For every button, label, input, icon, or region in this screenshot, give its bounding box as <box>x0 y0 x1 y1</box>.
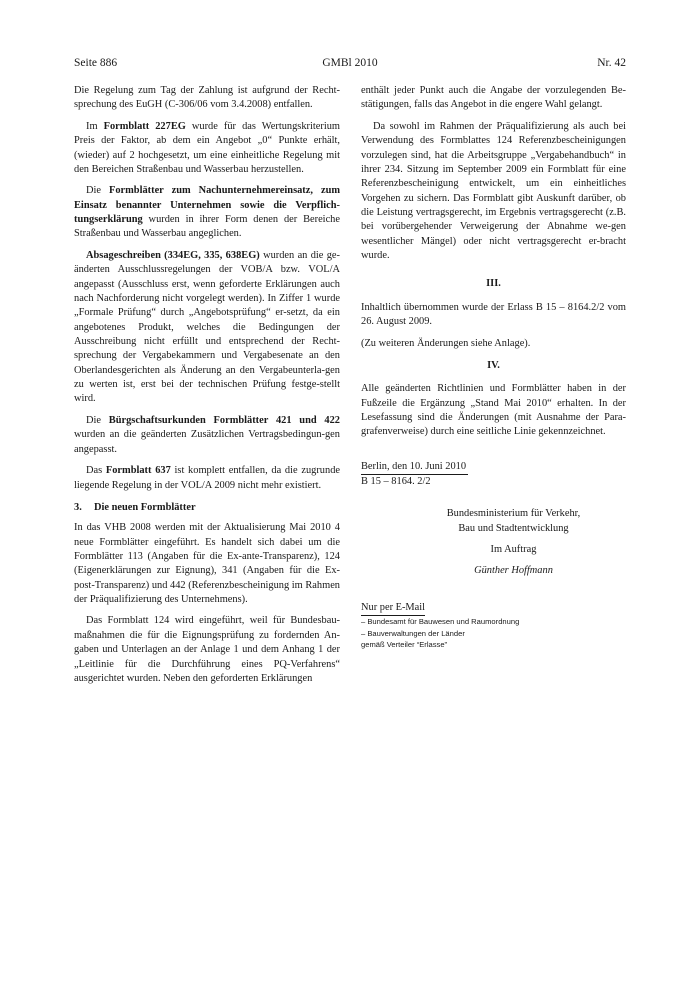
paragraph: Die Bürgschaftsurkunden Formblätter 421 und 422 wurden an die geänderten Zusätzlichen Vertragsbedingun-gen angepasst. <box>74 414 340 455</box>
bold-term: Bürgschaftsurkunden Formblätter 421 und 422 <box>108 414 340 426</box>
paragraph: Inhaltlich übernommen wurde der Erlass B 15 – 8164.2/2 vom 26. August 2009. <box>361 301 626 327</box>
page-header <box>74 53 626 73</box>
issue-number: Nr. 42 <box>597 57 626 69</box>
distribution-title: Nur per E-Mail <box>361 601 425 616</box>
page-number: Seite 886 <box>74 57 118 69</box>
section-title: Die neuen Formblätter <box>94 501 196 513</box>
on-behalf: Im Auftrag <box>490 543 537 555</box>
paragraph: Absageschreiben (334EG, 335, 638EG) wurden an die ge-änderten Ausschlussregelungen der VOB/A bzw. VOL/A angepasst (Ausschluss erst, wenn geforderte Erklärungen auch nach Nachforderung nicht vorgelegt werden). In Ziffer 1 wurde „Formale Prüfung“ durch „Angebotsprüfung“ er-setzt, da ein angebotenes Produkt, welches die Bedingungen der Ausschreibung nicht erfüllt und entsprechend der Recht-sprechung der Vergabekammern und Vergabesenate an den Oberlandesgerichten als Änderung an den Vergabeunterla-gen zu werten ist, erst bei der technischen Prüfung festge-stellt wird. <box>74 250 340 405</box>
distribution-item: – Bundesamt für Bauwesen und Raumordnung <box>361 617 520 626</box>
section-heading <box>74 501 340 515</box>
paragraph: Im Formblatt 227EG wurde für das Wertungskriterium Preis der Faktor, ab dem ein Angebot „0“ Punkte erhält, (wieder) auf 2 hochgesetzt, um eine einheitliche Regelung mit den Bereichen Straßenbau und Wasserbau herzustellen. <box>74 120 340 175</box>
journal-title: GMBl 2010 <box>322 57 378 69</box>
bold-term: Formblatt 637 <box>105 465 171 477</box>
ministry-line-1: Bundesministerium für Verkehr, <box>446 508 581 520</box>
distribution-item: gemäß Verteiler “Erlasse” <box>361 640 448 650</box>
paragraph: Die Regelung zum Tag der Zahlung ist aufgrund der Recht-sprechung des EuGH (C-306/06 vom 3.4.2008) entfallen. <box>74 85 340 111</box>
section-heading-iii: III. <box>486 278 501 290</box>
bold-term: Formblatt 227EG <box>103 120 186 132</box>
paragraph: Die Formblätter zum Nachunternehmereinsatz, zum Einsatz benannter Unternehmen sowie die Verpflich-tungserklärung wurden in ihrer Form denen der Bereiche Straßenbau und Wasserbau angeglichen. <box>74 185 340 240</box>
right-column <box>361 84 626 651</box>
paragraph: In das VHB 2008 werden mit der Aktualisierung Mai 2010 4 neue Formblätter eingeführt. Es handelt sich dabei um die Formblätter 113 (Angaben für die Ex-ante-Transparenz), 124 (Eigenerklärungen zur Eignung), 341 (Angaben für die Ex-post-Transparenz) und 442 (Referenzbescheinigung im Rahmen der Präqualifizierung des Unternehmens). <box>74 522 340 605</box>
paragraph: Alle geänderten Richtlinien und Formblätter haben in der Fußzeile die Ergänzung „Stand Mai 2010“ erhalten. In der Lesefassung sind die Änderungen (mit Ausnahme der Para-grafenverweise) durch eine seitliche Linie gekennzeichnet. <box>361 383 626 438</box>
paragraph: Das Formblatt 124 wird eingeführt, weil für Bundesbau-maßnahmen die für die Eignungsprüfung zu fordernden An-gaben und Unterlagen an der Anlage 1 und dem Anhang 1 der „Leitlinie für die Durchführung eines PQ-Verfahrens“ ausgerichtet wurden. Neben den geforderten Erklärungen <box>74 615 340 684</box>
signer-name: Günther Hoffmann <box>474 565 553 577</box>
section-number: 3. <box>74 501 82 513</box>
bold-term: Absageschreiben (334EG, 335, 638EG) <box>86 250 260 261</box>
paragraph: Da sowohl im Rahmen der Präqualifizierung als auch bei Verwendung des Formblattes 124 Referenzbescheinigungen vorzulegen sind, hat die Arbeitsgruppe „Vergabehandbuch“ in ihrer 234. Sitzung im September 2009 ein Formblatt für eine Referenzbescheinigung entwickelt, um ein einheitliches Vorgehen zu sichern. Das Formblatt gibt Auskunft darüber, ob die Leistung vertragsgerecht, im Ergebnis vertragsgerecht (z.B. bei vorübergehender Verweigerung der Abnahme we-gen wesentlicher Mängel) oder nicht vertragsgerecht er-bracht wurde. <box>361 120 626 261</box>
section-heading-iv: IV. <box>487 359 500 371</box>
paragraph: Das Formblatt 637 ist komplett entfallen, da die zugrunde liegende Regelung in der VOL/A 2009 nicht mehr existiert. <box>74 465 340 491</box>
signature-block <box>361 507 626 578</box>
paragraph: (Zu weiteren Änderungen siehe Anlage). <box>361 337 531 349</box>
place-date: Berlin, den 10. Juni 2010 <box>361 460 468 475</box>
date-reference-block <box>361 460 626 490</box>
reference-number: B 15 – 8164. 2/2 <box>361 475 431 487</box>
distribution-item: – Bauverwaltungen der Länder <box>361 628 465 638</box>
bold-term: Formblätter zum Nachunternehmereinsatz, zum Einsatz benannter Unternehmen sowie die Verpflich-tungserklärung <box>74 185 340 226</box>
distribution-block <box>361 601 626 651</box>
ministry-line-2: Bau und Stadtentwicklung <box>458 522 569 534</box>
paragraph: enthält jeder Punkt auch die Angabe der vorzulegenden Be-stätigungen, falls das Angebot in die engere Wahl gelangt. <box>361 85 626 111</box>
left-column <box>74 84 340 693</box>
